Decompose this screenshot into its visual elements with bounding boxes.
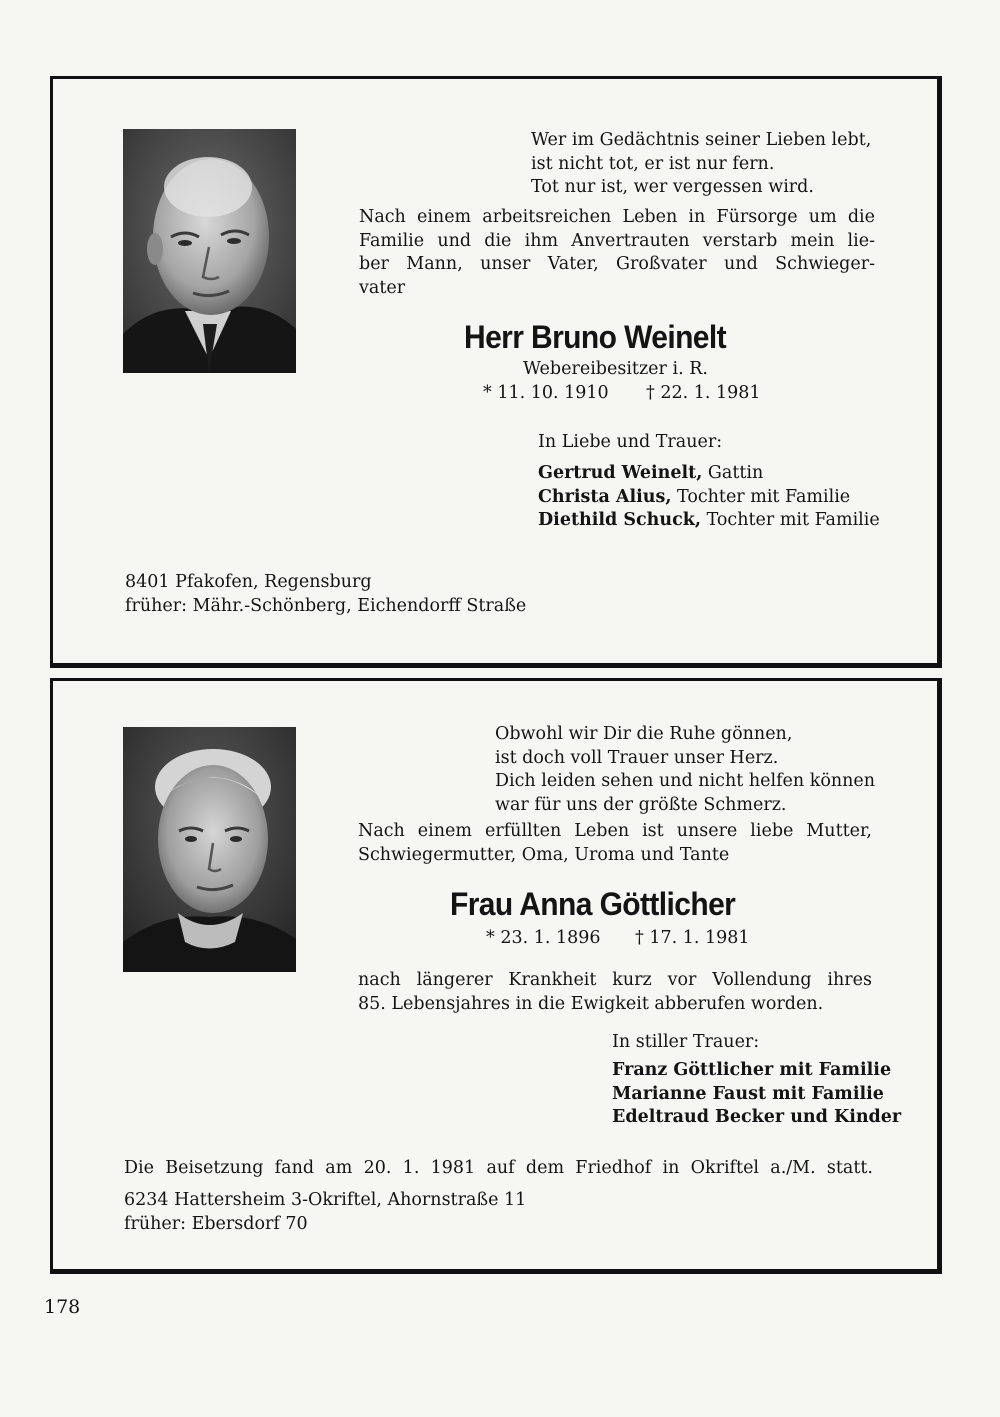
obituary-notice-bruno-weinelt	[50, 76, 942, 668]
funeral-text: Die Beisetzung fand am 20. 1. 1981 auf dem Friedhof in Okriftel a./M. statt.	[124, 1158, 873, 1178]
obituary-notice-anna-goettlicher	[50, 678, 942, 1274]
mourner-edeltraud: Edeltraud Becker und Kinder	[612, 1107, 902, 1127]
birth-date: * 11. 10. 1910	[483, 383, 609, 403]
deceased-name: Herr Bruno Weinelt	[464, 320, 727, 356]
portrait-photo-woman	[123, 727, 296, 972]
address: 8401 Pfakofen, Regensburg früher: Mähr.-Schönberg, Eichendorff Straße	[125, 572, 527, 616]
mourners-list	[612, 1059, 901, 1130]
death-date: † 22. 1. 1981	[646, 383, 761, 403]
mourner-marianne: Marianne Faust mit Familie	[612, 1083, 884, 1104]
birth-date: * 23. 1. 1896	[486, 928, 601, 948]
mourner-christa: Christa Alius, Tochter mit Familie	[538, 486, 851, 507]
address: 6234 Hattersheim 3-Okriftel, Ahornstraße 11 früher: Ebersdorf 70	[124, 1190, 527, 1234]
page-number: 178	[44, 1296, 81, 1318]
mourner-diethild: Diethild Schuck, Tochter mit Familie	[538, 510, 880, 530]
mourning-heading: In stiller Trauer:	[612, 1032, 760, 1052]
intro-text: Nach einem arbeitsreichen Leben in Fürsorge um die Familie und die ihm Anvertrauten verstarb mein lie- ber Mann, unser Vater, Großvater und Schwieger- vater	[359, 207, 875, 298]
poem-text: Obwohl wir Dir die Ruhe gönnen, ist doch voll Trauer unser Herz. Dich leiden sehen und nicht helfen können war für uns der größte Schmerz.	[495, 724, 876, 815]
mourning-heading: In Liebe und Trauer:	[538, 432, 723, 452]
mourner-franz: Franz Göttlicher mit Familie	[612, 1060, 892, 1080]
death-date: † 17. 1. 1981	[635, 928, 750, 948]
deceased-title: Webereibesitzer i. R.	[523, 359, 708, 379]
portrait-photo-man	[123, 129, 296, 373]
death-text: nach längerer Krankheit kurz vor Vollendung ihres 85. Lebensjahres in die Ewigkeit abberufen worden.	[358, 970, 872, 1014]
mourners-list	[538, 462, 880, 533]
poem-text: Wer im Gedächtnis seiner Lieben lebt, ist nicht tot, er ist nur fern. Tot nur ist, wer vergessen wird.	[531, 130, 872, 197]
intro-text: Nach einem erfüllten Leben ist unsere liebe Mutter, Schwiegermutter, Oma, Uroma und Tante	[358, 821, 872, 865]
deceased-name: Frau Anna Göttlicher	[450, 887, 736, 923]
mourner-gertrud: Gertrud Weinelt, Gattin	[538, 463, 764, 483]
